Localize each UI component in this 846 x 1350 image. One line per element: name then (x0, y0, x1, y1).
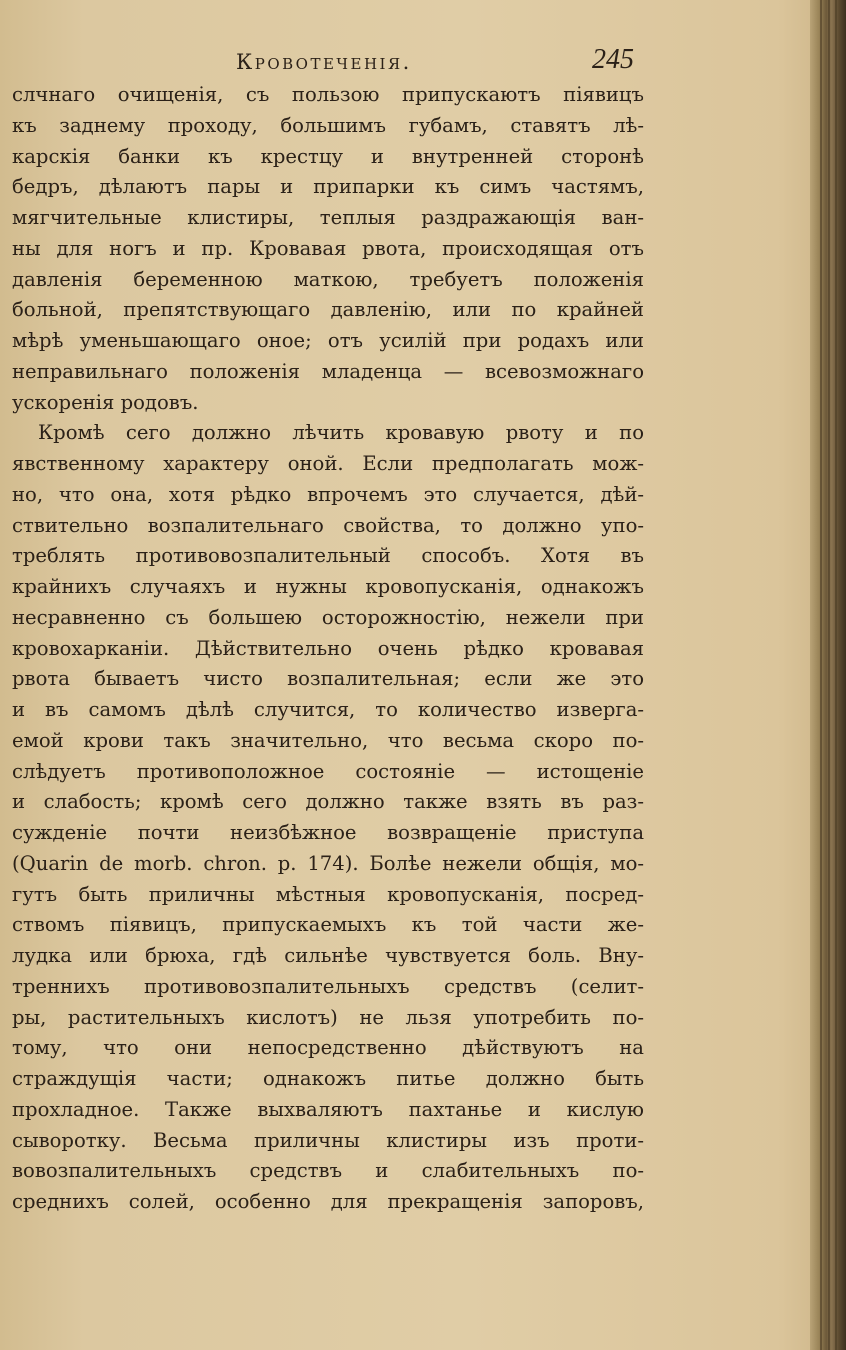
text-line: неправильнаго положенія младенца — всевозможнаго (12, 359, 644, 383)
text-line: рвота бываетъ чисто возпалительная; если же это (12, 667, 644, 691)
text-line: лудка или брюха, гдѣ сильнѣе чувствуется боль. Вну- (12, 944, 644, 967)
text-line: емой крови такъ значительно, что весьма скоро по- (12, 728, 644, 752)
text-line: Кромѣ сего должно лѣчить кровавую рвоту и по (38, 421, 644, 445)
text-line: слчнаго очищенія, съ пользою припускаютъ піявицъ (12, 83, 644, 106)
text-line: сужденіе почти неизбѣжное возвращеніе приступа (12, 821, 644, 844)
text-line: сыворотку. Весьма приличны клистиры изъ проти- (12, 1128, 644, 1152)
text-line: ствомъ піявицъ, припускаемыхъ къ той части же- (12, 913, 644, 937)
text-line: ры, растительныхъ кислотъ) не льзя употребить по- (12, 1005, 644, 1029)
text-line: мягчительные клистиры, теплыя раздражающія ван- (12, 206, 644, 229)
text-line: и въ самомъ дѣлѣ случится, то количество изверга- (12, 698, 644, 721)
edge-line (835, 0, 837, 1350)
text-line: бедръ, дѣлаютъ пары и припарки къ симъ частямъ, (12, 175, 644, 199)
text-line: прохладное. Также выхваляютъ пахтанье и кислую (12, 1097, 644, 1121)
page-header (0, 44, 846, 84)
text-line: карскія банки къ крестцу и внутренней сторонѣ (12, 144, 644, 168)
text-line: слѣдуетъ противоположное состояніе — истощеніе (12, 759, 644, 783)
text-line: больной, препятствующаго давленію, или по крайней (12, 298, 644, 322)
edge-line (828, 0, 830, 1350)
text-line: давленія беременною маткою, требуетъ положенія (12, 267, 644, 291)
text-line: треблять противовозпалительный способъ. Хотя въ (12, 544, 644, 568)
text-line: вовозпалительныхъ средствъ и слабительныхъ по- (12, 1159, 644, 1183)
text-line: и слабость; кромѣ сего должно также взять въ раз- (12, 790, 644, 814)
text-line: среднихъ солей, особенно для прекращенія запоровъ, (12, 1190, 644, 1213)
text-line: треннихъ противовозпалительныхъ средствъ (селит- (12, 974, 644, 998)
text-line: страждущія части; однакожъ питье должно быть (12, 1067, 644, 1090)
text-line: кровохарканіи. Дѣйствительно очень рѣдко кровавая (12, 636, 644, 660)
running-head: Кровотеченія. (236, 50, 412, 74)
text-line: ны для ногъ и пр. Кровавая рвота, происходящая отъ (12, 236, 644, 260)
text-line: несравненно съ большею осторожностію, нежели при (12, 605, 644, 629)
text-line: мѣрѣ уменьшающаго оное; отъ усилій при родахъ или (12, 329, 644, 352)
text-line: ускоренія родовъ. (12, 390, 199, 414)
text-line: тому, что они непосредственно дѣйствуютъ на (12, 1036, 644, 1060)
text-line: гутъ быть приличны мѣстныя кровопусканія, посред- (12, 882, 644, 906)
text-line: ствительно возпалительнаго свойства, то должно упо- (12, 513, 644, 537)
page-edge (810, 0, 846, 1350)
text-line: явственному характеру оной. Если предполагать мож- (12, 452, 644, 475)
body-text (12, 80, 644, 1218)
text-line: крайнихъ случаяхъ и нужны кровопусканія, однакожъ (12, 575, 644, 598)
text-line: къ заднему проходу, большимъ губамъ, ставятъ лѣ- (12, 113, 644, 137)
text-line: но, что она, хотя рѣдко впрочемъ это случается, дѣй- (12, 482, 644, 506)
text-line: (Quarin de morb. chron. p. 174). Болѣе нежели общія, мо- (12, 851, 644, 875)
edge-line (820, 0, 822, 1350)
page-number: 245 (592, 44, 634, 75)
